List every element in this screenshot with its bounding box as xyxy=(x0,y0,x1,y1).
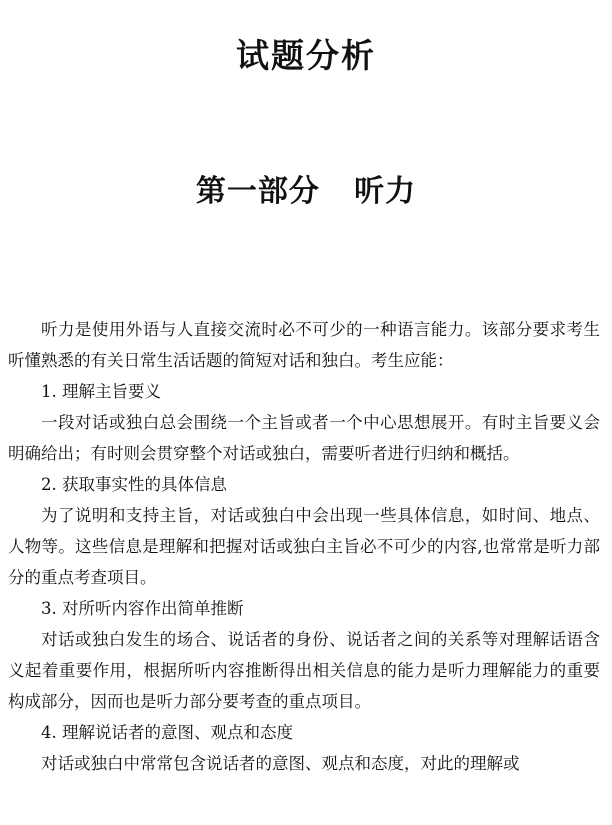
point-paragraph-4: 对话或独白中常常包含说话者的意图、观点和态度，对此的理解或 xyxy=(41,754,520,773)
point-heading-1: 1. 理解主旨要义 xyxy=(41,382,161,401)
page-title: 试题分析 xyxy=(236,36,376,75)
point-paragraph-3: 对话或独白发生的场合、说话者的身份、说话者之间的关系等对理解话语含义起着重要作用，根据所听内容推断得出相关信息的能力是听力理解能力的重要构成部分，因而也是听力部分要考查的重点项目。 xyxy=(8,630,600,711)
intro-paragraph: 听力是使用外语与人直接交流时必不可少的一种语言能力。该部分要求考生听懂熟悉的有关日常生活话题的简短对话和独白。考生应能： xyxy=(8,320,600,370)
point-paragraph-2: 为了说明和支持主旨，对话或独白中会出现一些具体信息，如时间、地点、人物等。这些信息是理解和把握对话或独白主旨必不可少的内容,也常常是听力部分的重点考查项目。 xyxy=(8,506,600,587)
section-title: 第一部分 听力 xyxy=(195,174,417,209)
point-heading-3: 3. 对所听内容作出简单推断 xyxy=(41,599,244,618)
point-heading-4: 4. 理解说话者的意图、观点和态度 xyxy=(41,723,293,742)
point-heading-2: 2. 获取事实性的具体信息 xyxy=(41,475,227,494)
point-paragraph-1: 一段对话或独白总会围绕一个主旨或者一个中心思想展开。有时主旨要义会明确给出；有时则会贯穿整个对话或独白，需要听者进行归纳和概括。 xyxy=(8,413,600,463)
body-text xyxy=(8,314,600,779)
